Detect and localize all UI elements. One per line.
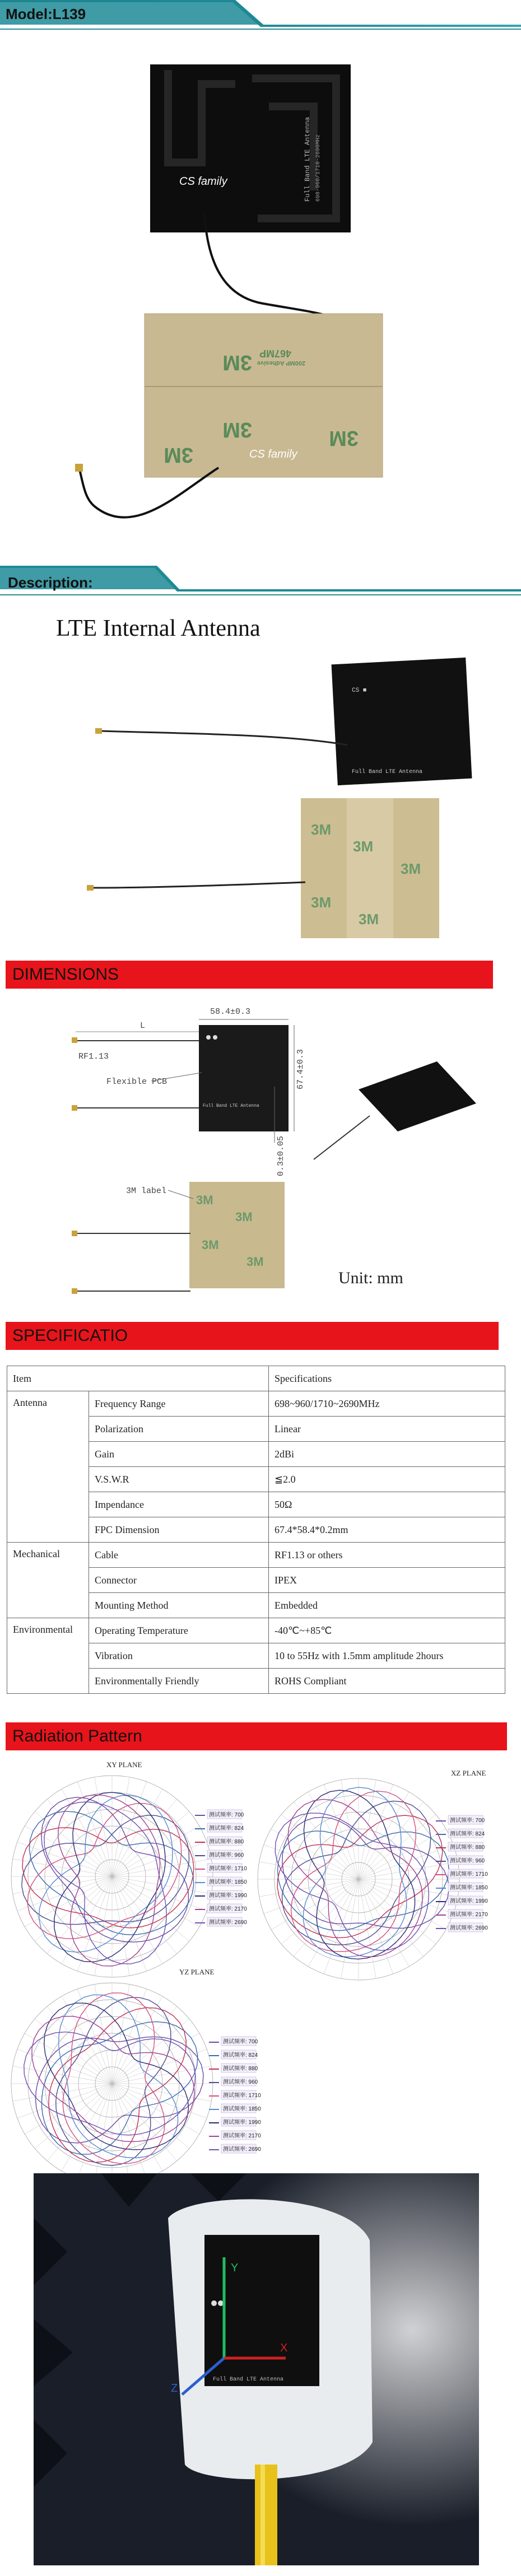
dimensions-drawing bbox=[0, 997, 521, 1311]
spec-value: 698~960/1710~2690MHz bbox=[269, 1391, 505, 1417]
antenna-print-freq: 698-960/1710-2690MHz bbox=[315, 134, 322, 202]
spec-param: Polarization bbox=[89, 1417, 269, 1442]
axis-x-label: X bbox=[280, 2342, 288, 2354]
legend-item: 测试频率: 1990 bbox=[450, 1898, 488, 1904]
brand-top-text: CS family bbox=[179, 175, 227, 188]
legend-item: 测试频率: 960 bbox=[223, 2079, 258, 2085]
specification-heading: SPECIFICATIO bbox=[6, 1322, 499, 1350]
dim-tape-label: 3M label bbox=[126, 1186, 167, 1196]
svg-text:Full Band LTE Antenna: Full Band LTE Antenna bbox=[203, 1103, 259, 1108]
axis-y-label: Y bbox=[231, 2262, 239, 2274]
svg-text:3M: 3M bbox=[311, 821, 332, 838]
svg-text:CS ■: CS ■ bbox=[352, 687, 367, 694]
legend-item: 测试频率: 1850 bbox=[209, 1879, 247, 1885]
antenna-black-photo bbox=[150, 64, 364, 335]
axis-z-label: Z bbox=[171, 2382, 178, 2395]
product-photos bbox=[0, 50, 521, 555]
radiation-patterns bbox=[0, 1753, 521, 2153]
legend-item: 测试频率: 960 bbox=[450, 1858, 485, 1864]
spec-value: ≦2.0 bbox=[269, 1467, 505, 1492]
spec-param: Vibration bbox=[89, 1643, 269, 1669]
svg-text:3M: 3M bbox=[353, 838, 374, 855]
plane-title: XZ PLANE bbox=[451, 1769, 486, 1777]
spec-param: Mounting Method bbox=[89, 1593, 269, 1618]
spec-value: 50Ω bbox=[269, 1492, 505, 1517]
dim-height-label: 67.4±0.3 bbox=[296, 1049, 305, 1089]
spec-row bbox=[7, 1391, 505, 1417]
svg-text:3M: 3M bbox=[222, 418, 252, 441]
pattern-series bbox=[22, 1815, 189, 1925]
anechoic-test-photo bbox=[34, 2173, 479, 2565]
legend-item: 测试频率: 824 bbox=[450, 1831, 485, 1837]
legend-item: 测试频率: 880 bbox=[450, 1844, 485, 1851]
spec-param: Environmentally Friendly bbox=[89, 1669, 269, 1694]
legend-item: 测试频率: 700 bbox=[223, 2039, 258, 2045]
dim-cable-label: RF1.13 bbox=[78, 1052, 109, 1061]
svg-text:3M: 3M bbox=[235, 1210, 253, 1224]
dim-thickness-label: 0.3±0.05 bbox=[276, 1135, 286, 1176]
polar-plot-2 bbox=[258, 1769, 488, 1980]
spec-param: FPC Dimension bbox=[89, 1517, 269, 1543]
plane-title: XY PLANE bbox=[106, 1760, 142, 1769]
pattern-series bbox=[49, 2007, 186, 2162]
dim-width-label: 58.4±0.3 bbox=[210, 1007, 251, 1017]
spec-header-specifications: Specifications bbox=[269, 1366, 505, 1391]
legend-item: 测试频率: 880 bbox=[223, 2066, 258, 2072]
spec-value: 67.4*58.4*0.2mm bbox=[269, 1517, 505, 1543]
svg-text:3M: 3M bbox=[246, 1255, 264, 1269]
spec-value: IPEX bbox=[269, 1568, 505, 1593]
svg-text:3M: 3M bbox=[401, 860, 421, 877]
svg-text:3M: 3M bbox=[164, 443, 193, 467]
legend-item: 测试频率: 2690 bbox=[450, 1925, 488, 1931]
legend-item: 测试频率: 1990 bbox=[223, 2120, 261, 2126]
legend-item: 测试频率: 960 bbox=[209, 1852, 244, 1858]
legend-item: 测试频率: 1710 bbox=[450, 1871, 488, 1878]
dimensions-unit: Unit: mm bbox=[338, 1269, 403, 1287]
svg-text:3M: 3M bbox=[202, 1238, 219, 1252]
spec-value: 10 to 55Hz with 1.5mm amplitude 2hours bbox=[269, 1643, 505, 1669]
legend-item: 测试频率: 1710 bbox=[209, 1866, 247, 1872]
polar-plot-3 bbox=[11, 1968, 261, 2184]
legend-item: 测试频率: 2170 bbox=[209, 1906, 247, 1912]
legend-item: 测试频率: 1850 bbox=[450, 1885, 488, 1891]
spec-value: RF1.13 or others bbox=[269, 1543, 505, 1568]
spec-value: 2dBi bbox=[269, 1442, 505, 1467]
spec-param: Impendance bbox=[89, 1492, 269, 1517]
spec-value: -40℃~+85℃ bbox=[269, 1618, 505, 1643]
antenna-print-text: Full Band LTE Antenna bbox=[304, 117, 311, 202]
pattern-series bbox=[282, 1817, 449, 1928]
description-heading: Description: bbox=[8, 574, 93, 591]
legend-item: 测试频率: 1850 bbox=[223, 2106, 261, 2112]
legend-item: 测试频率: 2690 bbox=[209, 1920, 247, 1926]
svg-text:3M: 3M bbox=[196, 1193, 213, 1207]
spec-group-name: Antenna bbox=[7, 1391, 89, 1543]
polar-plot-1 bbox=[11, 1760, 247, 1977]
legend-item: 测试频率: 824 bbox=[223, 2052, 258, 2058]
legend-item: 测试频率: 1990 bbox=[209, 1893, 247, 1899]
pattern-series bbox=[291, 1791, 416, 1952]
spec-param: V.S.W.R bbox=[89, 1467, 269, 1492]
legend-item: 测试频率: 2170 bbox=[450, 1912, 488, 1918]
description-photos bbox=[0, 650, 521, 941]
spec-param: Connector bbox=[89, 1568, 269, 1593]
dimensions-heading: DIMENSIONS bbox=[6, 961, 493, 989]
spec-param: Cable bbox=[89, 1543, 269, 1568]
antenna-adhesive-photo bbox=[75, 314, 383, 518]
legend-item: 测试频率: 700 bbox=[209, 1812, 244, 1818]
dim-pcb-label: Flexible PCB bbox=[106, 1077, 168, 1087]
description-title: LTE Internal Antenna bbox=[56, 616, 260, 641]
spec-value: ROHS Compliant bbox=[269, 1669, 505, 1694]
legend-item: 测试频率: 2170 bbox=[223, 2133, 261, 2139]
svg-text:3M: 3M bbox=[329, 426, 359, 450]
svg-text:200MP Adhesive: 200MP Adhesive bbox=[257, 360, 305, 366]
svg-text:467MP: 467MP bbox=[259, 348, 291, 359]
spec-row bbox=[7, 1543, 505, 1568]
svg-text:3M: 3M bbox=[311, 894, 332, 911]
spec-value: Linear bbox=[269, 1417, 505, 1442]
spec-value: Embedded bbox=[269, 1593, 505, 1618]
plane-title: YZ PLANE bbox=[179, 1968, 215, 1976]
spec-param: Gain bbox=[89, 1442, 269, 1467]
spec-row bbox=[7, 1618, 505, 1643]
legend-item: 测试频率: 700 bbox=[450, 1818, 485, 1824]
spec-group-name: Mechanical bbox=[7, 1543, 89, 1618]
svg-text:3M: 3M bbox=[359, 911, 379, 928]
dim-length-label: L bbox=[140, 1021, 146, 1031]
specification-table bbox=[7, 1366, 505, 1694]
spec-group-name: Environmental bbox=[7, 1618, 89, 1694]
spec-header-item: Item bbox=[7, 1366, 269, 1391]
legend-item: 测试频率: 2690 bbox=[223, 2146, 261, 2153]
svg-text:Full Band LTE Antenna: Full Band LTE Antenna bbox=[352, 769, 423, 775]
spec-param: Frequency Range bbox=[89, 1391, 269, 1417]
model-title: Model:L139 bbox=[6, 6, 86, 22]
svg-text:3M: 3M bbox=[222, 351, 252, 374]
radiation-heading: Radiation Pattern bbox=[6, 1722, 507, 1750]
legend-item: 测试频率: 1710 bbox=[223, 2093, 261, 2099]
test-photo-label: Full Band LTE Antenna bbox=[213, 2377, 284, 2383]
legend-item: 测试频率: 824 bbox=[209, 1825, 244, 1832]
spec-param: Operating Temperature bbox=[89, 1618, 269, 1643]
legend-item: 测试频率: 880 bbox=[209, 1839, 244, 1845]
brand-bottom-text: CS family bbox=[249, 448, 297, 460]
